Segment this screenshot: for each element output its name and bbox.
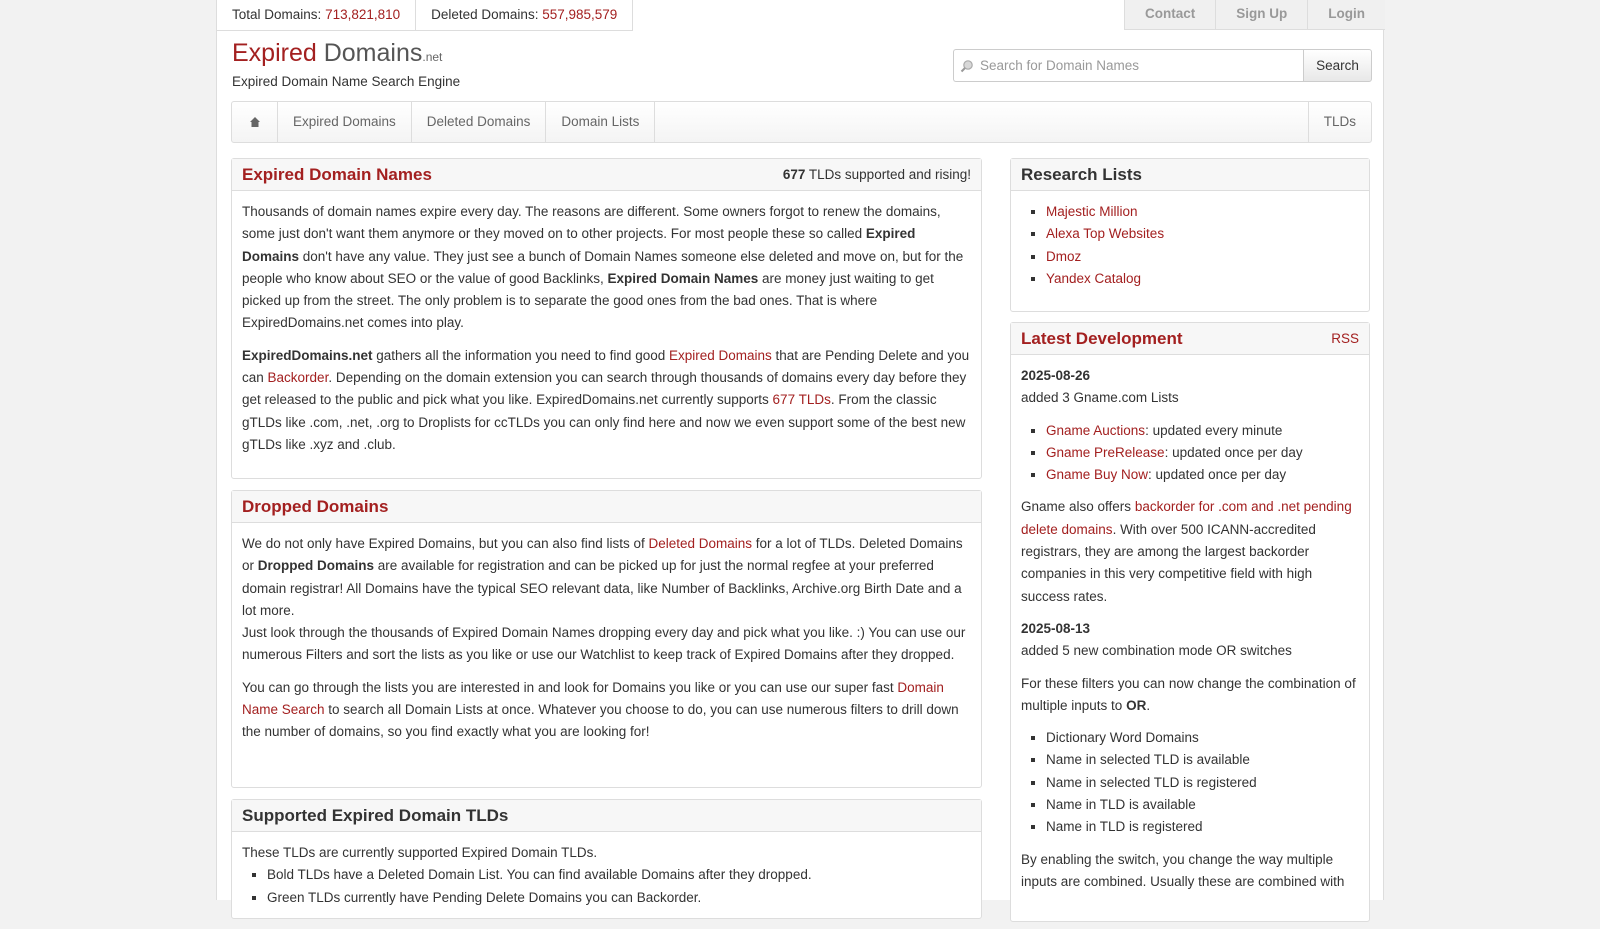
tlds-intro: These TLDs are currently supported Expired Domain TLDs. — [242, 845, 598, 860]
text: for a lot of TLDs. Deleted Domains or — [242, 536, 963, 574]
or-switch-filters — [1046, 727, 1359, 838]
list-item: ▪ Name in selected TLD is registered — [1046, 772, 1359, 794]
gname-note — [1021, 496, 1359, 607]
bold-text: Expired Domains — [242, 226, 916, 264]
text: that are Pending Delete and you can — [242, 347, 970, 386]
total-domains-value: 713,821,810 — [325, 7, 401, 22]
text: . With over 500 ICANN-accredited registrars, they are among the largest backorder companies in this very competitive field with high success rates. — [1021, 521, 1316, 604]
panel-body — [1011, 191, 1369, 310]
panel-header — [1011, 323, 1369, 355]
search-button[interactable]: Search — [1303, 49, 1372, 82]
entry-summary: added 3 Gname.com Lists — [1021, 390, 1179, 406]
switch-footer-note: By enabling the switch, you change the way multiple inputs are combined. Usually these are combined with — [1021, 851, 1345, 889]
list-item — [1046, 201, 1359, 223]
panel-title: Latest Development — [1021, 328, 1183, 348]
bold-text: ExpiredDomains.net — [242, 347, 373, 363]
text: gathers all the information you need to find good — [372, 347, 669, 363]
gname-prerelease-link[interactable]: Gname PreRelease — [1046, 444, 1165, 460]
panel-header — [1011, 159, 1369, 191]
bold-text: Expired Domain Names — [607, 270, 759, 286]
panel-title: Dropped Domains — [242, 496, 389, 516]
research-lists-panel — [1010, 158, 1370, 312]
backorder-link[interactable]: Backorder — [267, 370, 329, 386]
yandex-catalog-link[interactable]: Yandex Catalog — [1046, 270, 1142, 286]
text: We do not only have Expired Domains, but you can also find lists of — [242, 536, 649, 551]
panel-header — [232, 159, 981, 191]
panel-title: Expired Domain Names — [242, 164, 432, 184]
nav-domain-lists[interactable]: Domain Lists — [546, 102, 655, 142]
domain-name-search-link[interactable]: Domain Name Search — [242, 679, 944, 718]
gname-backorder-link[interactable]: backorder for .com and .net pending delete domains — [1021, 499, 1352, 537]
intro-paragraph — [242, 201, 971, 335]
panel-title: Research Lists — [1021, 164, 1142, 184]
tlds-link[interactable]: 677 TLDs — [772, 392, 831, 408]
research-links-list — [1046, 201, 1359, 290]
text: : updated every minute — [1145, 422, 1283, 438]
list-item — [1046, 464, 1359, 486]
logo-word-expired: Expired — [232, 39, 317, 67]
text: For these filters you can now change the combination of multiple inputs to — [1021, 675, 1356, 713]
site-logo[interactable] — [232, 38, 460, 72]
list-item — [1046, 223, 1359, 245]
tld-count: 677 — [782, 167, 806, 182]
panel-body — [1011, 355, 1369, 913]
text: don't have any value. They just see a bunch of Domain Names someone else deleted and move on, but for the people who know about SEO or the value of good Backlinks, — [242, 248, 964, 286]
latest-development-panel — [1010, 322, 1370, 922]
account-links — [1124, 0, 1385, 30]
text: . From the classic gTLDs like .com, .net, .org to Droplists for ccTLDs you can only find here and now we even support some of the best new gTLDs like .xyz and .club. — [242, 392, 966, 452]
list-item: ▪ Name in TLD is registered — [1046, 816, 1359, 838]
text: . Depending on the domain extension you can search through thousands of domains every day before they get released to the public and pick what you like. ExpiredDomains.net currently supports — [242, 370, 967, 408]
home-icon — [249, 116, 261, 128]
gname-auctions-link[interactable]: Gname Auctions — [1046, 422, 1146, 438]
list-item: ▪ Dictionary Word Domains — [1046, 727, 1359, 749]
entry-date: 2025-08-26 — [1021, 368, 1091, 383]
list-item: ▪ Name in selected TLD is available — [1046, 749, 1359, 771]
majestic-million-link[interactable]: Majestic Million — [1046, 204, 1138, 219]
alexa-top-websites-link[interactable]: Alexa Top Websites — [1046, 226, 1165, 242]
list-item — [1046, 420, 1359, 442]
nav-expired-domains[interactable]: Expired Domains — [278, 102, 412, 142]
page-container — [216, 0, 1384, 905]
text: : updated once per day — [1148, 467, 1287, 483]
deleted-domains-value: 557,985,579 — [542, 7, 618, 22]
text: Just look through the thousands of Expired Domain Names dropping every day and pick what you like. :) You can use our numerous Filters and sort the lists as you like or use our Watchlist to keep track of Expired Domains after they dropped. — [242, 625, 966, 663]
contact-link[interactable]: Contact — [1124, 0, 1215, 30]
list-item — [1046, 268, 1359, 290]
deleted-domains-stat — [415, 0, 632, 30]
brand — [232, 38, 460, 89]
search-paragraph — [242, 677, 971, 744]
nav-spacer — [655, 102, 1308, 142]
tlds-legend-list — [267, 864, 971, 909]
search-input-wrapper — [953, 49, 1303, 82]
or-switch-note — [1021, 673, 1359, 718]
domain-stats — [217, 0, 633, 31]
text: to search all Domain Lists at once. Whatever you choose to do, you can use numerous filters to drill down the number of domains, so you find exactly what you are looking for! — [242, 702, 959, 740]
panel-header — [232, 491, 981, 523]
nav-home[interactable] — [232, 102, 278, 142]
text: : updated once per day — [1164, 444, 1303, 460]
search-icon — [960, 59, 974, 73]
nav-tlds[interactable]: TLDs — [1323, 114, 1356, 129]
main-nav — [231, 101, 1372, 143]
rss-link[interactable]: RSS — [1331, 331, 1359, 346]
panel-title: Supported Expired Domain TLDs — [242, 805, 509, 825]
panel-header — [232, 800, 981, 832]
search-input[interactable] — [980, 58, 1280, 73]
login-link[interactable]: Login — [1307, 0, 1385, 30]
signup-link[interactable]: Sign Up — [1215, 0, 1307, 30]
total-domains-label: Total Domains: — [232, 7, 322, 22]
logo-tld: .net — [422, 50, 443, 64]
list-item: ▪ Bold TLDs have a Deleted Domain List. You can find available Domains after they dropped. — [267, 864, 971, 886]
site-tagline: Expired Domain Name Search Engine — [232, 74, 461, 89]
total-domains-stat — [217, 0, 415, 30]
entry-date: 2025-08-13 — [1021, 620, 1091, 636]
gname-buy-now-link[interactable]: Gname Buy Now — [1046, 467, 1149, 483]
supported-tlds-panel — [231, 799, 982, 919]
gname-lists — [1046, 420, 1359, 487]
dropped-paragraph — [242, 533, 971, 667]
tld-count-text: TLDs supported and rising! — [805, 167, 971, 182]
expired-domains-link[interactable]: Expired Domains — [668, 347, 772, 363]
top-bar — [217, 0, 1385, 31]
text: are available for registration and can be picked up for just the normal regfee at your preferred domain registrar! All Domains have the typical SEO relevant data, like Number of Backlinks, Archive.org Birth Date and a lot more. — [242, 558, 962, 618]
panel-body — [232, 832, 981, 929]
list-item: ▪ Name in TLD is available — [1046, 794, 1359, 816]
expired-domains-panel — [231, 158, 982, 479]
bold-text: Dropped Domains — [257, 558, 375, 574]
panel-body — [232, 191, 981, 476]
text: Gname also offers — [1021, 499, 1135, 515]
panel-body — [232, 523, 981, 764]
list-item — [1046, 246, 1359, 268]
logo-word-domains: Domains — [316, 39, 423, 67]
deleted-domains-label: Deleted Domains: — [431, 7, 539, 22]
list-item — [1046, 442, 1359, 464]
domain-search-form — [953, 49, 1372, 82]
nav-deleted-domains[interactable]: Deleted Domains — [412, 102, 547, 142]
bold-text: OR — [1126, 697, 1147, 713]
dmoz-link[interactable]: Dmoz — [1046, 248, 1082, 264]
entry-summary: added 5 new combination mode OR switches — [1021, 643, 1292, 659]
features-paragraph — [242, 345, 971, 456]
dropped-domains-panel — [231, 490, 982, 788]
list-item: ▪ Green TLDs currently have Pending Delete Domains you can Backorder. — [267, 887, 971, 909]
deleted-domains-link[interactable]: Deleted Domains — [648, 536, 753, 551]
text: Thousands of domain names expire every day. The reasons are different. Some owners forgot to renew the domains, some just don't want them anymore or they moved on to other projects. For most people these so called — [242, 204, 941, 242]
text: You can go through the lists you are interested in and look for Domains you like or you can use our super fast — [242, 679, 898, 695]
text: . — [1146, 697, 1151, 713]
text: are money just waiting to get picked up from the street. The only problem is to separate the good ones from the bad ones. That is where ExpiredDomains.net comes into play. — [242, 270, 934, 331]
tld-count-note — [783, 167, 971, 182]
